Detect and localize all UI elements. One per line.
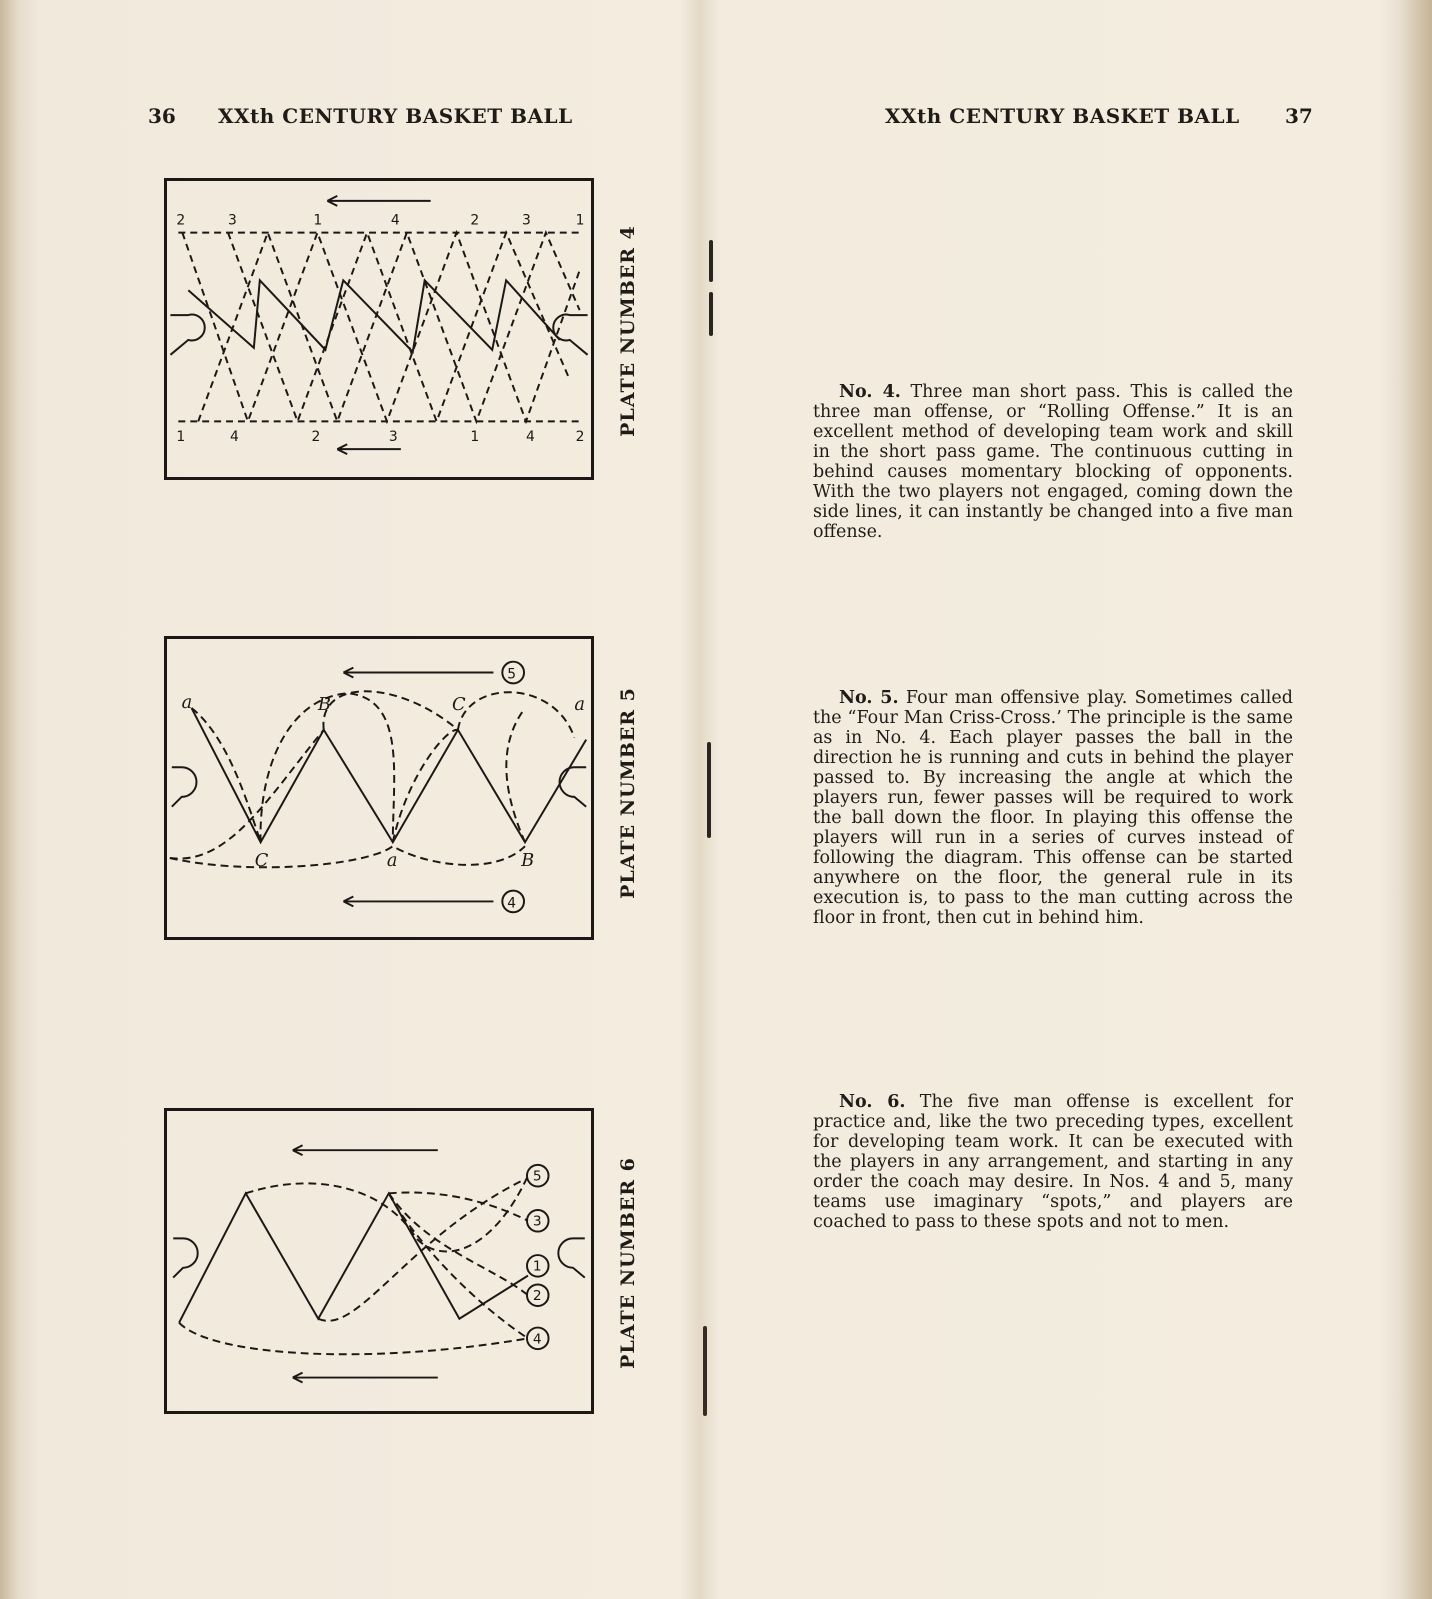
plate-5-arrow-bottom [343, 896, 493, 906]
plate-4-mark-bottom: 4 [230, 429, 239, 446]
plate-5-mark-bottom: B [521, 850, 535, 871]
plate-4-mark-bottom: 2 [311, 429, 321, 446]
plate-6-diagram [164, 1108, 594, 1414]
plate-4-court [167, 181, 591, 475]
plate-4-mark-bottom: 4 [526, 429, 535, 446]
plate-6-court [167, 1111, 591, 1405]
plate-4-mark-top: 3 [522, 212, 531, 229]
paragraph-no-6 [813, 1092, 1293, 1232]
plate-5-mark-bottom: C [254, 850, 269, 871]
player-1: 1 [532, 1258, 542, 1275]
plate-5-mark-top: a [574, 695, 585, 716]
player-2: 2 [532, 1288, 542, 1305]
plate-4-mark-top: 1 [313, 212, 323, 229]
paragraph-no-6-lead: No. 6. [839, 1092, 906, 1112]
paragraph-no-5-lead: No. 5. [839, 688, 899, 708]
plate-5-basket-left [172, 767, 197, 806]
paragraph-no-4-text: Three man short pass. This is called the three man offense, or “Rolling Offense.” It is an excellent method of developing team work and skill in the short pass game. The continuous cutting in behind causes momentary blocking of opponents. With the two players not engaged, coming down the side lines, it can instantly be changed into a five man offense. [813, 382, 1293, 542]
plate-4-mark-top: 2 [176, 212, 186, 229]
paragraph-no-5-text: Four man offensive play. Sometimes called the “Four Man Criss-Cross.’ The principle is the same as in No. 4. Each player passes the ball in the direction he is running and cuts in behind the player passed to. By increasing the angle at which the players run, fewer passes will be required to work the ball down the floor. In playing this offense the players will run in a series of curves instead of following the diagram. This offense can be started anywhere on the floor, the general rule in its execution is, to pass to the man cutting across the floor in front, then cut in behind him. [813, 688, 1293, 928]
plate-6-label: PLATE NUMBER 6 [617, 1157, 639, 1369]
plate-4-mark-bottom: 1 [176, 429, 186, 446]
page-number-left: 36 [148, 104, 176, 128]
plate-5-label: PLATE NUMBER 5 [617, 687, 639, 899]
right-page [705, 0, 1432, 1599]
paragraph-no-4-lead: No. 4. [839, 382, 901, 402]
plate-5-mark-top: B [317, 695, 331, 716]
plate-4-arrow-bottom [337, 444, 401, 454]
player-5: 5 [532, 1168, 542, 1185]
player-5: 5 [507, 666, 517, 683]
plate-4-arrow-top [327, 196, 430, 206]
plate-4-basket-right [553, 315, 587, 355]
plate-4-mark-bottom: 2 [575, 429, 585, 446]
left-page [0, 0, 705, 1599]
plate-5-diagram [164, 636, 594, 940]
player-3: 3 [532, 1213, 542, 1230]
plate-4-basket-left [170, 315, 204, 355]
paragraph-no-5 [813, 688, 1293, 928]
plate-5-court [167, 639, 591, 933]
plate-6-arrow-top [293, 1145, 438, 1155]
paragraph-no-4 [813, 382, 1293, 542]
page-number-right: 37 [1285, 104, 1313, 128]
plate-5-mark-top: a [181, 693, 193, 714]
player-4: 4 [532, 1331, 542, 1348]
plate-4-mark-top: 1 [575, 212, 585, 229]
plate-4-mark-bottom: 3 [388, 429, 398, 446]
paragraph-no-6-text: The five man offense is excellent for practice and, like the two preceding types, excellent for developing team work. It can be executed with the players in any arrangement, and starting in any order the coach may desire. In Nos. 4 and 5, many teams use imaginary “spots,” and players are coached to pass to these spots and not to men. [813, 1092, 1293, 1232]
plate-4-mark-top: 3 [228, 212, 237, 229]
plate-5-mark-top: C [452, 695, 466, 716]
plate-6-basket-right [558, 1238, 584, 1277]
player-4: 4 [507, 895, 517, 912]
plate-6-arrow-bottom [293, 1373, 438, 1383]
running-head-right: XXth CENTURY BASKET BALL [885, 104, 1240, 128]
plate-5-mark-bottom: a [386, 850, 398, 871]
plate-6-basket-left [173, 1238, 198, 1277]
plate-4-label: PLATE NUMBER 4 [617, 225, 639, 437]
plate-4-mark-top: 4 [390, 212, 400, 229]
plate-5-arrow-top [343, 668, 493, 678]
plate-4-mark-top: 2 [470, 212, 480, 229]
running-head-left: XXth CENTURY BASKET BALL [218, 104, 573, 128]
plate-4-diagram [164, 178, 594, 480]
plate-4-mark-bottom: 1 [470, 429, 480, 446]
plate-5-basket-right [560, 767, 587, 806]
